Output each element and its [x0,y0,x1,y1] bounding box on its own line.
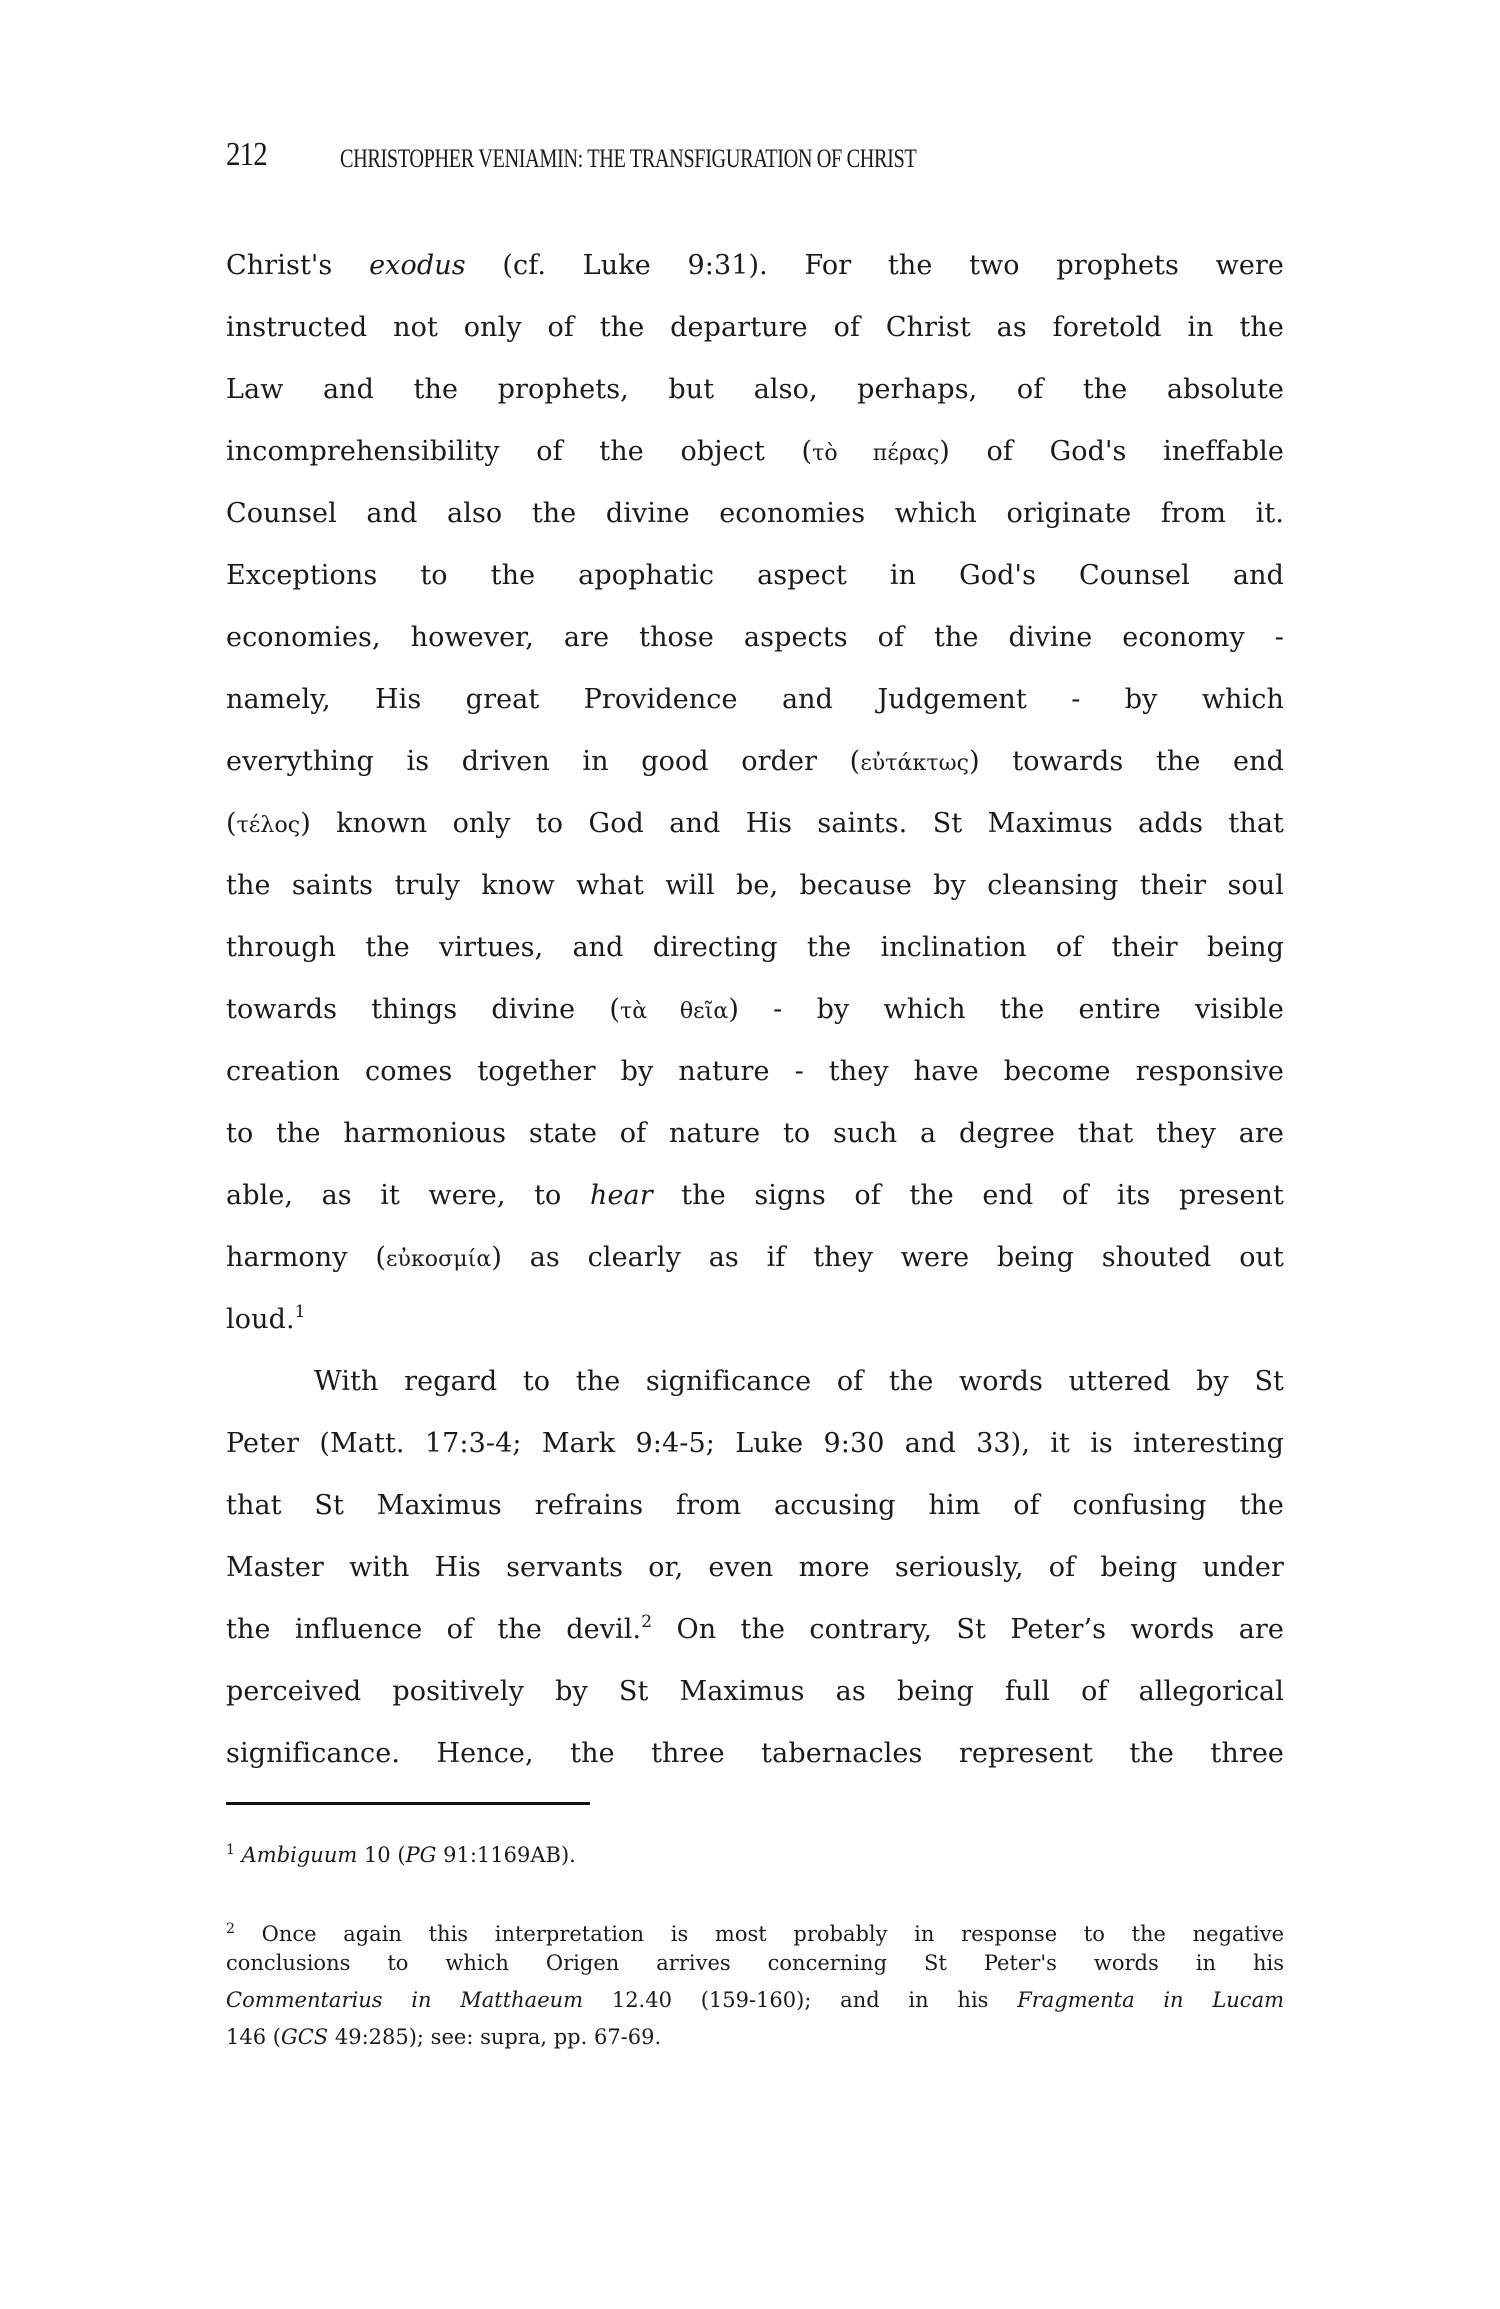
page-number: 212 [226,136,267,173]
text-segment: 146 ( [226,2025,281,2049]
text-segment: 91:1169AB). [436,1843,576,1867]
body-text-line [226,868,1284,904]
body-text-line [226,558,1284,594]
text-segment: economies, however, are those aspects of the divine economy - [226,622,1284,653]
body-text-line [226,682,1284,718]
text-segment: ) of God's ineffable [939,436,1284,467]
text-segment: loud. [226,1304,295,1335]
running-head-title: CHRISTOPHER VENIAMIN: THE TRANSFIGURATION OF CHRIST [340,144,917,173]
text-segment: Exceptions to the apophatic aspect in God's Counsel and [226,560,1284,591]
greek-term: τέλος [236,813,301,838]
running-head [226,136,1226,180]
text-segment: the saints truly know what will be, because by cleansing their soul [226,870,1284,901]
text-segment: Christ's [226,250,370,281]
text-segment: to the harmonious state of nature to such a degree that they are [226,1118,1284,1149]
italic-text: PG [405,1843,437,1867]
text-segment: harmony ( [226,1242,386,1273]
italic-text: hear [589,1180,653,1211]
body-text-line [226,1612,1284,1648]
footnote-2-line [226,1946,1284,1980]
body-text-line [226,434,1284,472]
body-text-line [226,620,1284,656]
text-segment: 12.40 (159-160); and in his [583,1988,1018,2012]
body-text-line [226,248,1284,284]
greek-term: τὸ πέρας [812,441,940,466]
text-segment: through the virtues, and directing the inclination of their being [226,932,1284,963]
text-segment: With regard to the significance of the words uttered by St [314,1366,1284,1397]
body-text-line [226,1736,1284,1772]
body-text-line [226,1426,1284,1462]
text-segment: (cf. Luke 9:31). For the two prophets were [465,250,1285,281]
text-segment: perceived positively by St Maximus as being full of allegorical [226,1676,1284,1707]
italic-text: GCS [280,2025,329,2049]
text-segment: ( [226,808,237,839]
footnote-marker: 2 [226,1921,235,1937]
text-segment: conclusions to which Origen arrives concerning St Peter's words in his [226,1951,1284,1975]
text-segment: ) - by which the entire visible [728,994,1284,1025]
footnote-reference: 2 [641,1612,653,1632]
body-text-line [226,310,1284,346]
footnote-marker: 1 [226,1842,235,1858]
text-segment: everything is driven in good order ( [226,746,861,777]
body-text-line [226,992,1284,1030]
greek-term: τὰ θεῖα [620,999,729,1024]
text-segment: Counsel and also the divine economies which originate from it. [226,498,1284,529]
body-text-line [226,1116,1284,1152]
body-text-line [226,1488,1284,1524]
text-segment: the influence of the devil. [226,1614,642,1645]
text-segment: ) known only to God and His saints. St Maximus adds that [300,808,1284,839]
text-segment: towards things divine ( [226,994,621,1025]
body-text-line [226,1054,1284,1090]
text-segment: ) as clearly as if they were being shouted out [491,1242,1284,1273]
italic-text: Commentarius in Matthaeum [226,1988,584,2012]
body-text-line [226,744,1284,782]
text-segment: Once again this interpretation is most probably in response to the negative [261,1922,1284,1946]
text-segment: incomprehensibility of the object ( [226,436,813,467]
greek-term: εὐτάκτως [860,751,970,776]
body-text-line [226,372,1284,408]
body-text-line [226,1240,1284,1278]
text-segment: 10 ( [357,1843,406,1867]
text-segment: Master with His servants or, even more seriously, of being under [226,1552,1284,1583]
text-segment: On the contrary, St Peter’s words are [652,1614,1285,1645]
text-segment: Peter (Matt. 17:3-4; Mark 9:4-5; Luke 9:30 and 33), it is interesting [226,1428,1284,1459]
body-text-line [226,806,1284,844]
text-segment: namely, His great Providence and Judgement - by which [226,684,1284,715]
body-text-line [226,1178,1284,1214]
text-segment: instructed not only of the departure of Christ as foretold in the [226,312,1284,343]
text-segment: creation comes together by nature - they have become responsive [226,1056,1284,1087]
italic-text: Fragmenta in Lucam [1017,1988,1284,2012]
footnote-reference: 1 [294,1302,306,1322]
body-text-line [226,496,1284,532]
text-segment: Law and the prophets, but also, perhaps, of the absolute [226,374,1284,405]
text-segment: that St Maximus refrains from accusing him of confusing the [226,1490,1284,1521]
text-segment: the signs of the end of its present [652,1180,1284,1211]
italic-text: exodus [369,250,466,281]
footnote-2-line [226,2020,1284,2054]
text-segment: 49:285); see: supra, pp. 67-69. [328,2025,662,2049]
italic-text: Ambiguum [241,1843,358,1867]
text-segment: significance. Hence, the three tabernacles represent the three [226,1738,1284,1769]
footnote-2-line [226,1983,1284,2017]
body-text-line [226,930,1284,966]
text-segment: ) towards the end [969,746,1284,777]
footnote-1-line [226,1838,1284,1872]
body-text-line [226,1550,1284,1586]
body-text-line [226,1674,1284,1710]
greek-term: εὐκοσμία [385,1247,492,1272]
text-segment: able, as it were, to [226,1180,590,1211]
body-text-line [226,1302,1284,1338]
body-text-line [226,1364,1284,1400]
footnote-separator-rule [226,1802,590,1805]
